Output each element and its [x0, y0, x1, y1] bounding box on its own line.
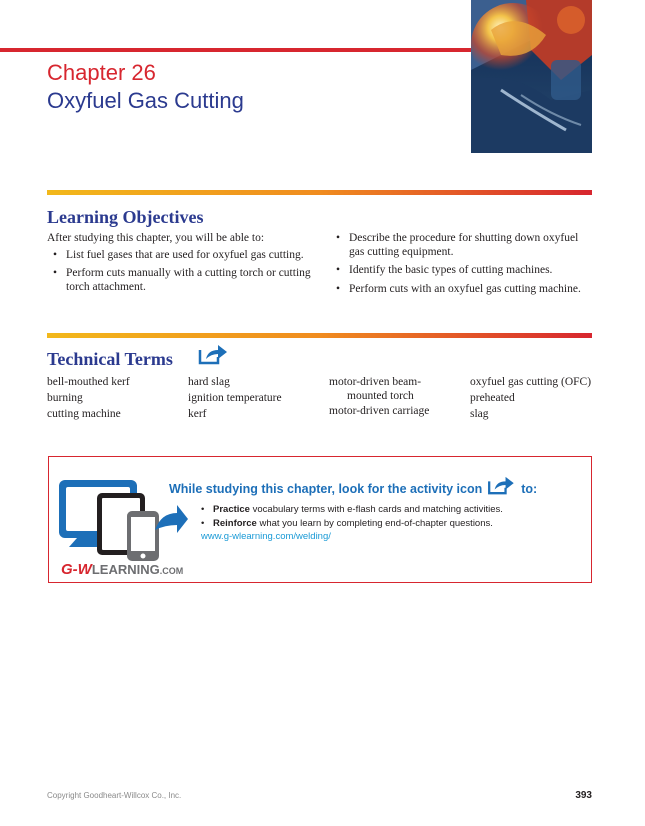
logo-learning: LEARNING — [91, 562, 160, 577]
chapter-photo — [471, 0, 592, 153]
activity-share-icon[interactable] — [198, 343, 228, 370]
gw-item-text: what you learn by completing end-of-chapter questions. — [256, 518, 493, 529]
gw-box-list — [201, 503, 586, 531]
term-item: preheated — [470, 392, 515, 404]
term-item: oxyfuel gas cutting (OFC) — [470, 376, 592, 388]
term-item-continuation: mounted torch — [347, 390, 414, 402]
objectives-list-left — [47, 249, 312, 295]
share-arrow-icon — [486, 475, 516, 495]
copyright-text: Copyright Goodheart-Willcox Co., Inc. — [47, 791, 182, 800]
objectives-left-column — [47, 232, 312, 299]
term-item-hanging — [329, 374, 429, 402]
term-item: hard slag — [188, 376, 230, 388]
share-arrow-icon — [198, 343, 228, 365]
term-item: bell-mouthed kerf — [47, 376, 130, 388]
section-divider-terms — [47, 333, 592, 338]
header-red-rule — [0, 48, 473, 52]
technical-terms-title: Technical Terms — [47, 349, 173, 369]
gw-learning-logo — [61, 561, 183, 579]
objective-item: • List fuel gases that are used for oxyfuel gas cutting. — [47, 249, 312, 263]
gw-list-item-reinforce — [201, 517, 586, 531]
chapter-title: Oxyfuel Gas Cutting — [47, 88, 244, 113]
chapter-number: Chapter 26 — [47, 60, 156, 85]
logo-com: .COM — [159, 566, 184, 576]
logo-gw: G-W — [61, 561, 92, 578]
term-item: cutting machine — [47, 408, 121, 420]
objective-item: • Perform cuts manually with a cutting torch or cutting torch attachment. — [47, 267, 312, 294]
section-divider-objectives — [47, 190, 592, 195]
technical-terms-heading — [47, 348, 173, 370]
term-item: ignition temperature — [188, 392, 282, 404]
gw-headline-post: to: — [521, 482, 538, 496]
term-item: burning — [47, 392, 83, 404]
term-item: kerf — [188, 408, 207, 420]
objectives-right-column — [330, 232, 592, 301]
welding-photo-illustration — [471, 0, 592, 153]
objective-item: • Describe the procedure for shutting down oxyfuel gas cutting equipment. — [330, 232, 592, 259]
term-item: motor-driven carriage — [329, 405, 430, 417]
objective-item: • Identify the basic types of cutting machines. — [330, 264, 592, 278]
terms-column-2 — [188, 374, 282, 422]
bullet: • — [201, 518, 205, 529]
gw-item-text: vocabulary terms with e-flash cards and matching activities. — [249, 504, 503, 515]
terms-column-3 — [329, 374, 429, 419]
learning-objectives-heading: Learning Objectives — [47, 207, 204, 227]
page-number: 393 — [575, 790, 592, 801]
terms-column-1 — [47, 374, 130, 422]
term-item: slag — [470, 408, 489, 420]
objective-item: • Perform cuts with an oxyfuel gas cutting machine. — [330, 283, 592, 297]
gw-list-item-practice — [201, 503, 586, 517]
activity-icon-inline — [486, 475, 518, 491]
objectives-intro: After studying this chapter, you will be able to: — [47, 232, 265, 244]
gw-item-bold: Reinforce — [213, 518, 257, 529]
gw-url-link[interactable]: www.g-wlearning.com/welding/ — [201, 531, 331, 542]
objectives-list-right — [330, 232, 592, 296]
gw-item-bold: Practice — [213, 504, 250, 515]
gw-headline-pre: While studying this chapter, look for the activity icon — [169, 482, 483, 496]
gw-box-headline — [169, 475, 589, 496]
bullet: • — [201, 504, 205, 515]
terms-column-4 — [470, 374, 591, 422]
gw-learning-box — [48, 456, 592, 583]
term-item: motor-driven beam- — [329, 376, 422, 388]
